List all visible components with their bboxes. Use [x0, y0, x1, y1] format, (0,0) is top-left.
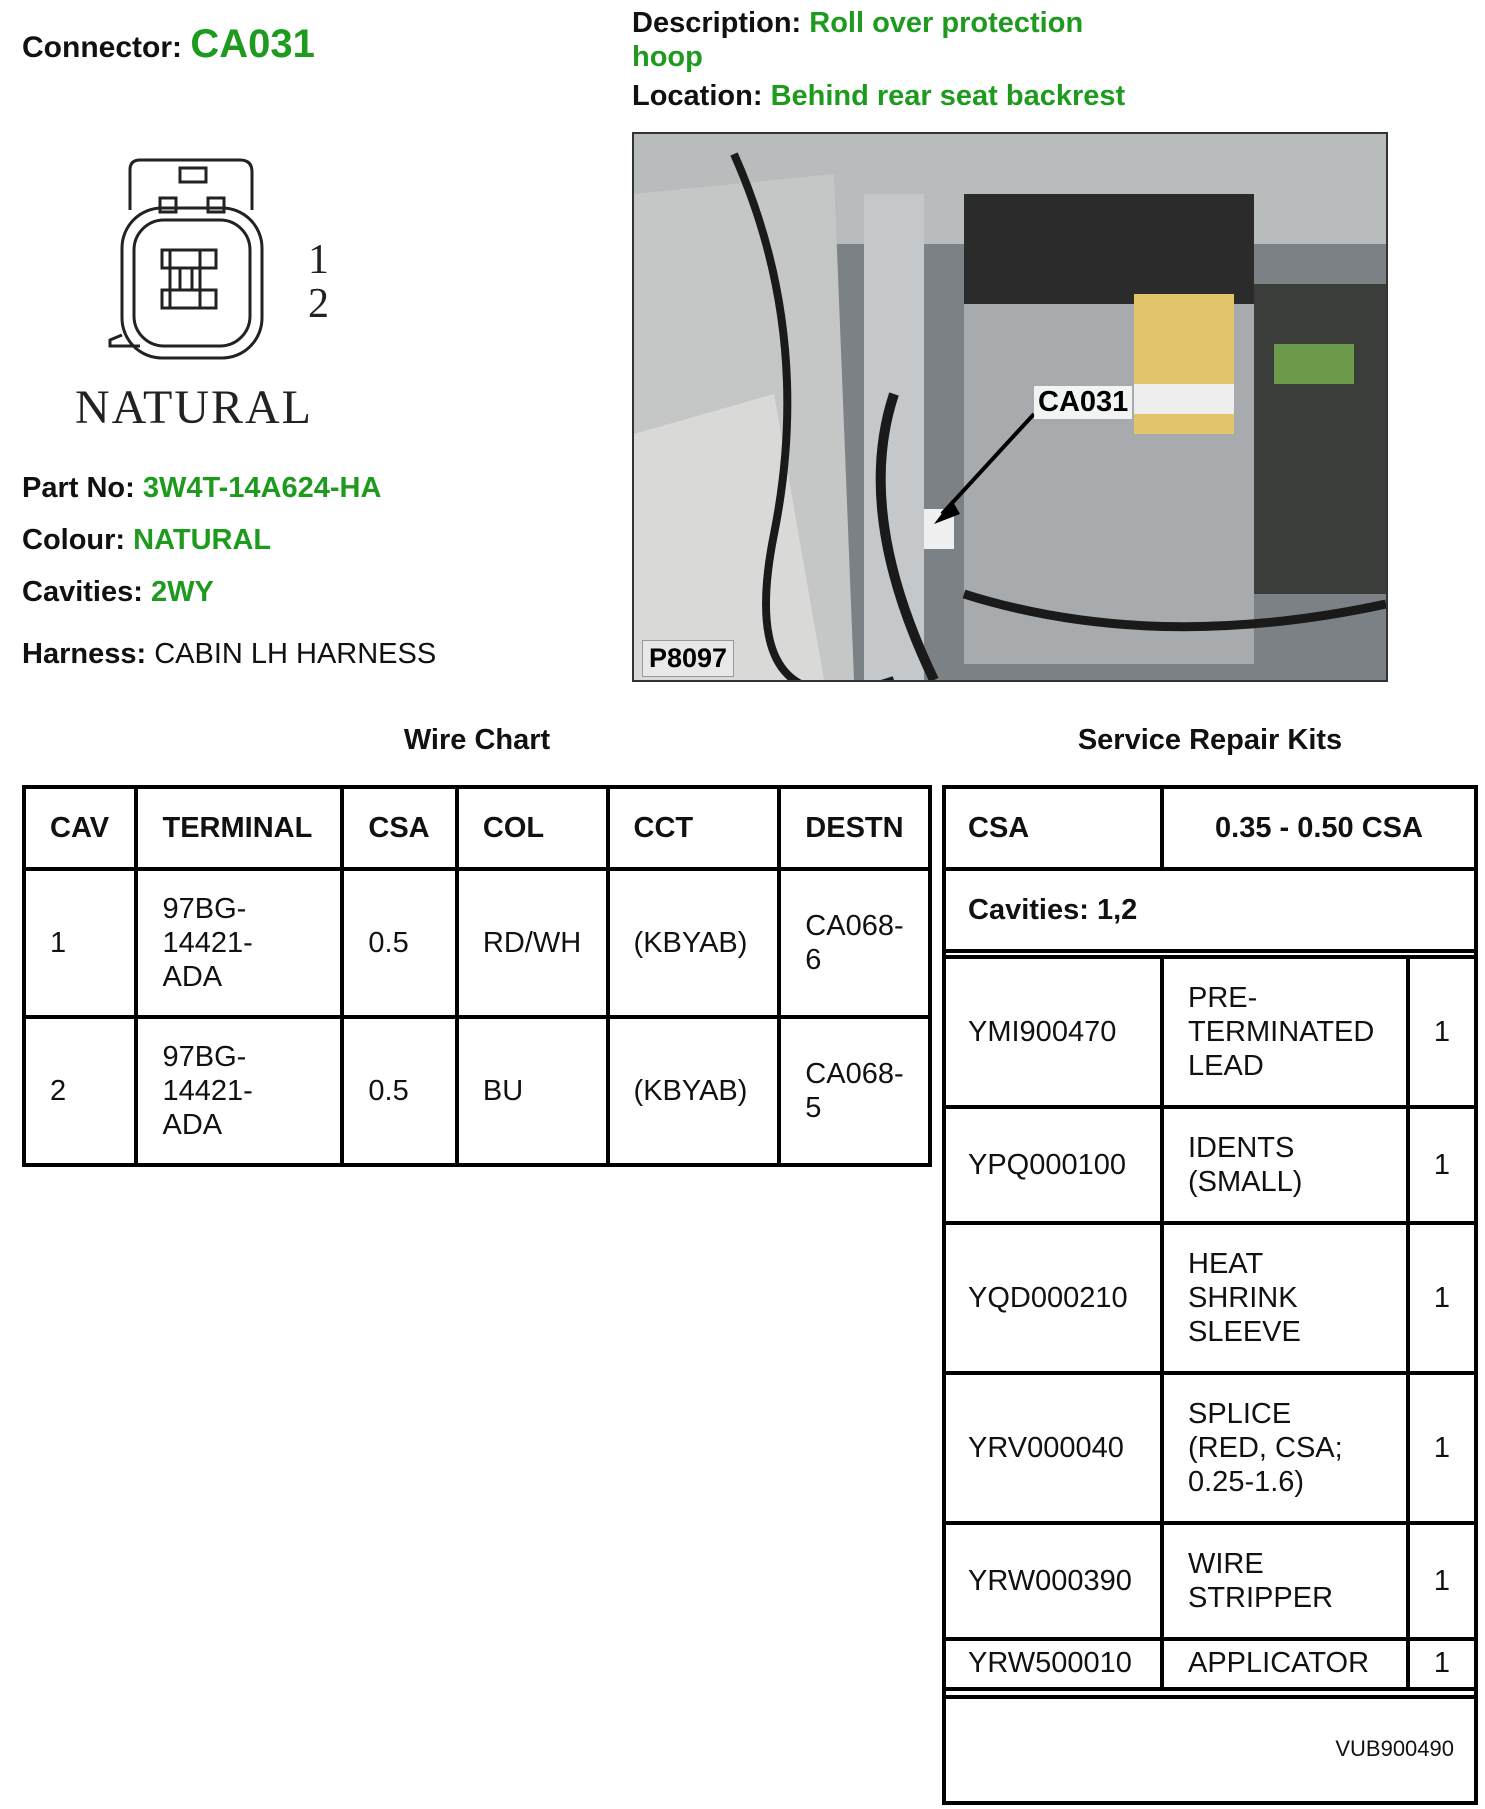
- cavities-label: Cavities:: [22, 576, 143, 608]
- pin-number-labels: [308, 238, 329, 326]
- location-value: Behind rear seat backrest: [770, 80, 1126, 112]
- harness-row: [22, 638, 436, 671]
- cell-terminal: 97BG- 14421- ADA: [136, 1017, 342, 1165]
- kits-csa-value: 0.35 - 0.50 CSA: [1215, 812, 1423, 844]
- kit-quantity: 1: [1433, 1647, 1451, 1679]
- kit-quantity: 1: [1433, 1149, 1451, 1181]
- cell-destn: CA068- 5: [779, 1017, 930, 1165]
- cell-csa: 0.5: [342, 1017, 457, 1165]
- kit-description: HEAT SHRINK SLEEVE: [1188, 1248, 1301, 1348]
- kit-quantity: 1: [1433, 1282, 1451, 1314]
- kit-part-number: YRV000040: [968, 1432, 1124, 1464]
- wire-chart-table: [22, 785, 932, 1167]
- cell-cav: 2: [24, 1017, 136, 1165]
- location-photo: [632, 132, 1388, 682]
- header-terminal: TERMINAL: [136, 787, 342, 869]
- harness-label: Harness:: [22, 638, 147, 670]
- colour-label: Colour:: [22, 524, 126, 556]
- kits-cavities: Cavities: 1,2: [968, 894, 1138, 926]
- photo-illustration: [634, 134, 1386, 680]
- cavities-row: [22, 576, 214, 609]
- part-number-row: [22, 472, 381, 505]
- cell-cav: 1: [24, 869, 136, 1017]
- kit-description: IDENTS (SMALL): [1188, 1132, 1303, 1198]
- description-label: Description:: [632, 7, 802, 39]
- header-cav: CAV: [24, 787, 136, 869]
- kit-part-number: YQD000210: [968, 1282, 1128, 1314]
- cell-col: BU: [457, 1017, 608, 1165]
- service-kits-table: [942, 785, 1478, 1805]
- header-csa: CSA: [342, 787, 457, 869]
- cell-terminal: 97BG- 14421- ADA: [136, 869, 342, 1017]
- description-value-line2: hoop: [632, 41, 703, 73]
- table-row: [24, 869, 930, 1017]
- cell-cct: (KBYAB): [608, 1017, 780, 1165]
- harness-value: CABIN LH HARNESS: [154, 638, 437, 670]
- header-destn: DESTN: [779, 787, 930, 869]
- cavities-value: 2WY: [150, 576, 214, 608]
- kit-part-number: YRW500010: [968, 1647, 1132, 1679]
- cell-cct: (KBYAB): [608, 869, 780, 1017]
- service-kits-title: Service Repair Kits: [1077, 724, 1343, 756]
- kit-reference: VUB900490: [1335, 1736, 1454, 1761]
- kit-part-number: YPQ000100: [968, 1149, 1127, 1181]
- cell-col: RD/WH: [457, 869, 608, 1017]
- kit-quantity: 1: [1433, 1016, 1451, 1048]
- kit-description: PRE- TERMINATED LEAD: [1188, 982, 1375, 1082]
- table-row: [24, 1017, 930, 1165]
- kit-part-number: YMI900470: [968, 1016, 1117, 1048]
- kit-description: APPLICATOR: [1188, 1647, 1370, 1679]
- header-cct: CCT: [608, 787, 780, 869]
- description-block: [632, 6, 1152, 74]
- connector-face-drawing: [100, 150, 360, 370]
- kit-description: SPLICE (RED, CSA; 0.25-1.6): [1188, 1398, 1343, 1498]
- location-block: [632, 80, 1125, 113]
- kit-quantity: 1: [1433, 1432, 1451, 1464]
- location-label: Location:: [632, 80, 763, 112]
- wire-chart-title: Wire Chart: [403, 724, 551, 756]
- kit-quantity: 1: [1433, 1565, 1451, 1597]
- kit-description: WIRE STRIPPER: [1188, 1548, 1334, 1614]
- header-col: COL: [457, 787, 608, 869]
- wire-chart-header-row: [24, 787, 930, 869]
- cell-destn: CA068- 6: [779, 869, 930, 1017]
- photo-reference-code: P8097: [642, 640, 734, 677]
- connector-label: Connector:: [22, 31, 182, 64]
- colour-value: NATURAL: [133, 524, 272, 556]
- connector-id: CA031: [190, 22, 315, 66]
- pin-label-1: 1: [308, 237, 329, 283]
- kits-csa-label: CSA: [968, 812, 1030, 844]
- part-number-value: 3W4T-14A624-HA: [142, 472, 382, 504]
- pin-label-2: 2: [308, 281, 329, 327]
- description-value-line1: Roll over protection: [809, 7, 1084, 39]
- part-number-label: Part No:: [22, 472, 135, 504]
- connector-colour-caption: NATURAL: [75, 381, 313, 434]
- kit-part-number: YRW000390: [968, 1565, 1132, 1597]
- cell-csa: 0.5: [342, 869, 457, 1017]
- connector-heading: [22, 22, 315, 67]
- photo-callout-label: CA031: [1034, 386, 1132, 419]
- colour-row: [22, 524, 271, 557]
